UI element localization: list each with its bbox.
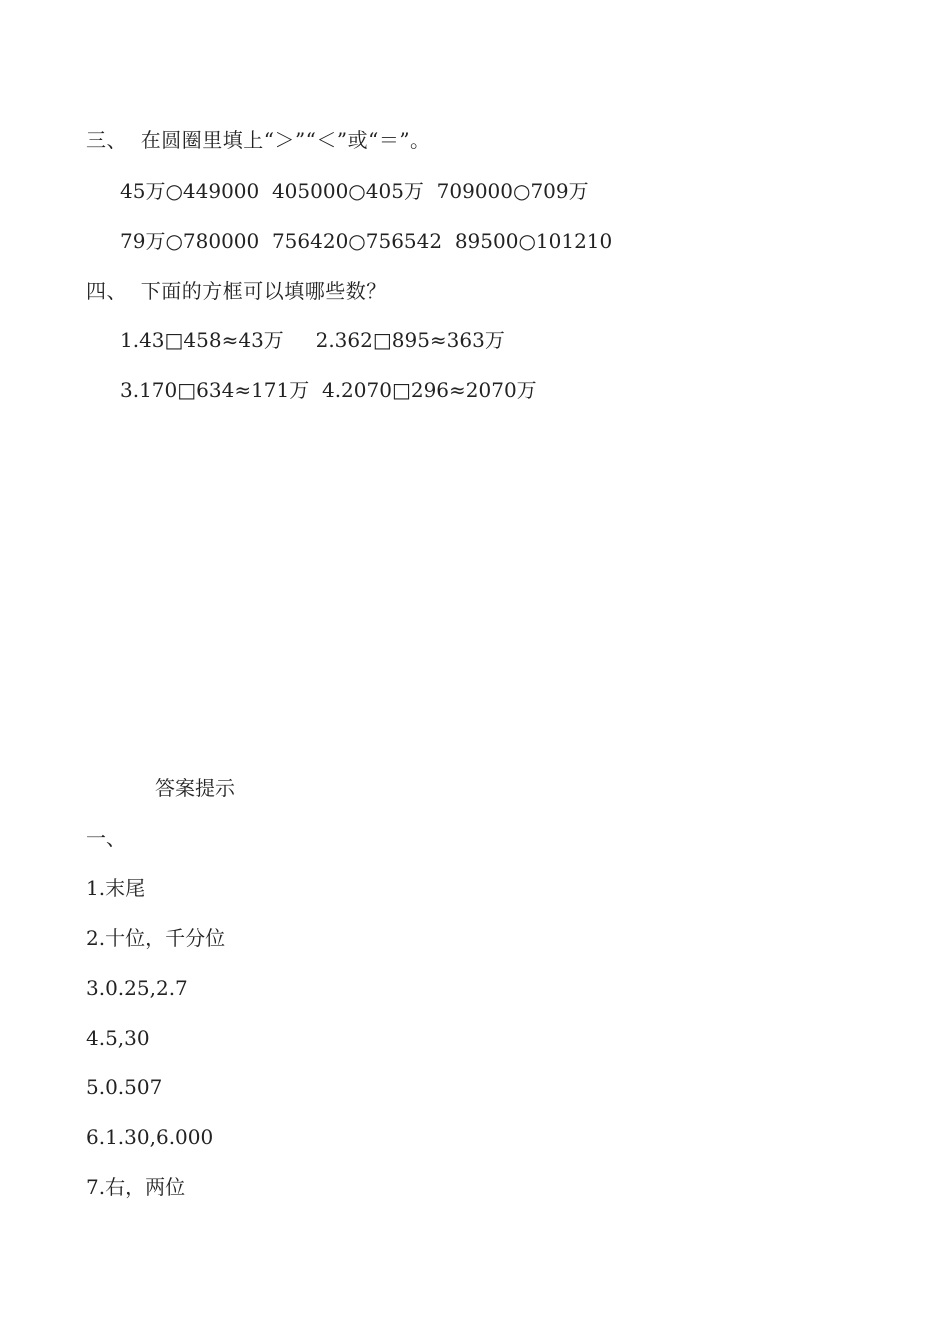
answer-item-6: 6.1.30,6.000	[86, 1125, 214, 1149]
section-3-heading: 三、 在圆圈里填上“＞”“＜”或“＝”。	[86, 128, 431, 152]
compare-row-1: 45万○449000 405000○405万 709000○709万	[120, 179, 589, 203]
answer-item-4: 4.5,30	[86, 1026, 150, 1050]
answer-item-5: 5.0.507	[86, 1075, 163, 1099]
answer-title: 答案提示	[155, 776, 235, 800]
answer-item-2: 2.十位，千分位	[86, 926, 226, 950]
section-4-heading: 四、 下面的方框可以填哪些数？	[86, 279, 387, 303]
answer-item-3: 3.0.25,2.7	[86, 976, 188, 1000]
answer-part-label: 一、	[86, 826, 126, 850]
fill-box-row-1: 1.43□458≈43万 2.362□895≈363万	[120, 328, 505, 352]
answer-item-7: 7.右，两位	[86, 1175, 186, 1199]
compare-row-2: 79万○780000 756420○756542 89500○101210	[120, 229, 613, 253]
fill-box-row-2: 3.170□634≈171万 4.2070□296≈2070万	[120, 378, 537, 402]
answer-item-1: 1.末尾	[86, 876, 146, 900]
